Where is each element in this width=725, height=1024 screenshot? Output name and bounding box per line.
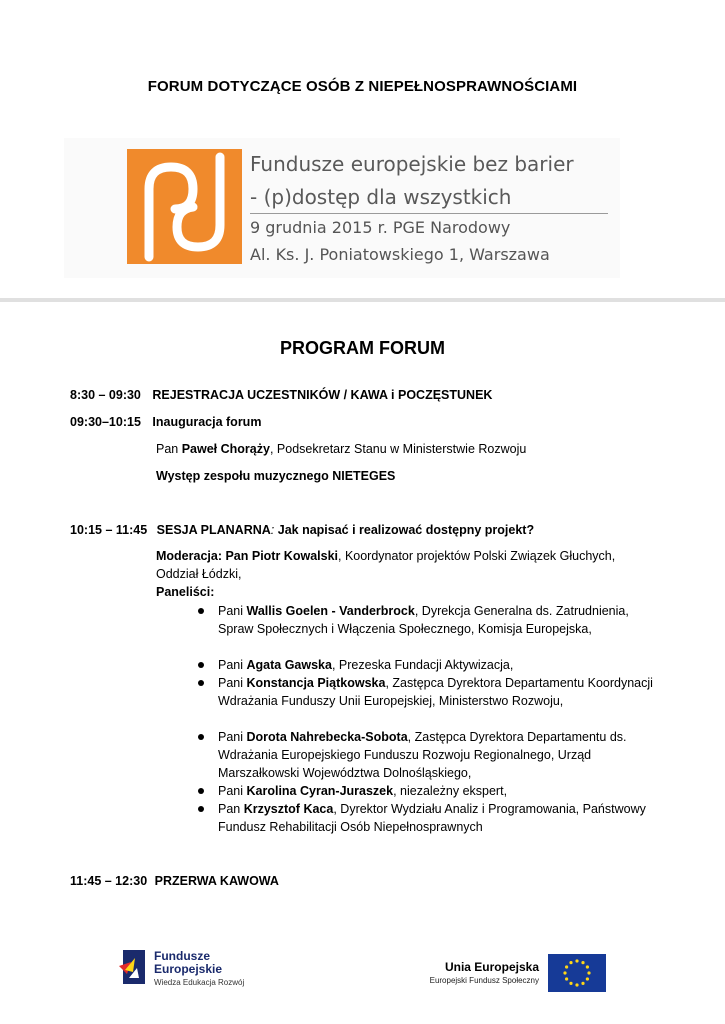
panelist-prefix: Pan xyxy=(218,802,244,816)
eu-star-icon xyxy=(581,961,584,964)
banner-title-line1: Fundusze europejskie bez barier xyxy=(250,152,574,176)
program-title: PROGRAM FORUM xyxy=(280,338,445,358)
panelist-role: , Prezeska Fundacji Aktywizacja, xyxy=(331,658,514,672)
panelist-role: , Zastępca Dyrektora Departamentu ds. Wdrażania Europejskiego Funduszu Rozwoju Regionalnego, Urząd Marszałkowski Województwa Dolnośląskiego, xyxy=(218,730,627,780)
inauguration-speaker xyxy=(156,442,526,456)
fundusze-europejskie-logo-icon xyxy=(117,948,149,986)
moderation-role-continued: Oddział Łódzki, xyxy=(156,567,242,581)
list-item xyxy=(218,656,658,674)
event-banner xyxy=(64,138,620,278)
bullet-icon xyxy=(198,662,204,668)
eu-star-icon xyxy=(587,971,590,974)
agenda-time: 09:30–10:15 xyxy=(70,415,141,429)
eu-star-icon xyxy=(563,971,566,974)
agenda-time: 8:30 – 09:30 xyxy=(70,388,141,402)
ue-fund: Europejski Fundusz Społeczny xyxy=(429,976,539,985)
session-title-bold: SESJA PLANARNA xyxy=(156,523,271,537)
session-title-colon: : xyxy=(270,523,275,537)
eu-star-icon xyxy=(586,965,589,968)
panelist-prefix: Pani xyxy=(218,676,247,690)
section-separator xyxy=(0,298,725,302)
list-item xyxy=(218,782,658,800)
fundusze-europejskie-text xyxy=(154,950,244,987)
unia-europejska-text xyxy=(430,960,539,985)
banner-title-line2: - (p)dostęp dla wszystkich xyxy=(250,185,512,209)
moderation xyxy=(156,549,615,563)
panelists-label: Paneliści: xyxy=(156,585,215,599)
fe-name-line2: Europejskie xyxy=(154,962,223,976)
agenda-time: 10:15 – 11:45 xyxy=(70,523,148,537)
agenda-title: Inauguracja forum xyxy=(152,415,262,429)
panelist-role: , niezależny ekspert, xyxy=(393,784,508,798)
panelist-name: Wallis Goelen - Vanderbrock xyxy=(246,604,415,618)
panelist-name: Krzysztof Kaca xyxy=(243,802,334,816)
panelist-prefix: Pani xyxy=(218,730,247,744)
panelist-name: Karolina Cyran-Juraszek xyxy=(246,784,394,798)
eu-star-icon xyxy=(565,965,568,968)
eu-star-icon xyxy=(565,977,568,980)
list-item xyxy=(218,674,658,710)
banner-date: 9 grudnia 2015 r. PGE Narodowy xyxy=(250,218,511,237)
fe-tagline: Wiedza Edukacja Rozwój xyxy=(154,978,245,987)
eu-star-icon xyxy=(575,959,578,962)
panelist-name: Dorota Nahrebecka-Sobota xyxy=(246,730,408,744)
panelist-prefix: Pani xyxy=(218,604,247,618)
bullet-icon xyxy=(198,806,204,812)
panelist-name: Konstancja Piątkowska xyxy=(246,676,386,690)
moderation-role: , Koordynator projektów Polski Związek Głuchych, xyxy=(338,549,616,563)
fe-name-line1: Fundusze xyxy=(154,949,210,963)
agenda-time: 11:45 – 12:30 xyxy=(70,874,148,888)
list-item xyxy=(218,800,658,836)
session-title-rest: Jak napisać i realizować dostępny projekt? xyxy=(274,523,535,537)
ue-name: Unia Europejska xyxy=(444,960,539,974)
banner-divider xyxy=(250,213,608,214)
agenda-item-registration xyxy=(70,388,492,402)
agenda-item-break xyxy=(70,874,279,888)
bullet-icon xyxy=(198,788,204,794)
moderation-label: Moderacja: Pan Piotr Kowalski xyxy=(156,549,338,563)
eu-star-icon xyxy=(569,982,572,985)
panelist-role: , Zastępca Dyrektora Departamentu Koordynacji Wdrażania Funduszy Unii Europejskiej, Ministerstwo Rozwoju, xyxy=(218,676,653,708)
eu-star-icon xyxy=(581,982,584,985)
panelist-role: , Dyrekcja Generalna ds. Zatrudnienia, Spraw Społecznych i Włączenia Społecznego, Komisja Europejska, xyxy=(218,604,629,636)
eu-flag-icon xyxy=(548,954,606,992)
list-item xyxy=(218,602,658,638)
eu-star-icon xyxy=(569,961,572,964)
speaker-role: , Podsekretarz Stanu w Ministerstwie Rozwoju xyxy=(269,442,527,456)
agenda-title: REJESTRACJA UCZESTNIKÓW / KAWA i POCZĘSTUNEK xyxy=(152,388,493,402)
bullet-icon xyxy=(198,608,204,614)
event-logo-icon xyxy=(127,149,242,264)
forum-title: FORUM DOTYCZĄCE OSÓB Z NIEPEŁNOSPRAWNOŚCIAMI xyxy=(147,78,578,95)
agenda-item-inauguration xyxy=(70,415,261,429)
eu-star-icon xyxy=(575,983,578,986)
bullet-icon xyxy=(198,734,204,740)
speaker-prefix: Pan xyxy=(156,442,182,456)
banner-address: Al. Ks. J. Poniatowskiego 1, Warszawa xyxy=(250,245,550,264)
speaker-name: Paweł Chorąży xyxy=(181,442,270,456)
panelist-name: Agata Gawska xyxy=(246,658,332,672)
agenda-item-session xyxy=(70,523,534,537)
list-item xyxy=(218,728,658,782)
bullet-icon xyxy=(198,680,204,686)
footer-logos xyxy=(0,940,725,1000)
panelist-role: , Dyrektor Wydziału Analiz i Programowania, Państwowy Fundusz Rehabilitacji Osób Niepełnosprawnych xyxy=(218,802,646,834)
panelist-prefix: Pani xyxy=(218,784,247,798)
eu-star-icon xyxy=(586,977,589,980)
music-performance: Występ zespołu muzycznego NIETEGES xyxy=(156,469,396,483)
agenda-title: PRZERWA KAWOWA xyxy=(154,874,279,888)
panelist-prefix: Pani xyxy=(218,658,247,672)
